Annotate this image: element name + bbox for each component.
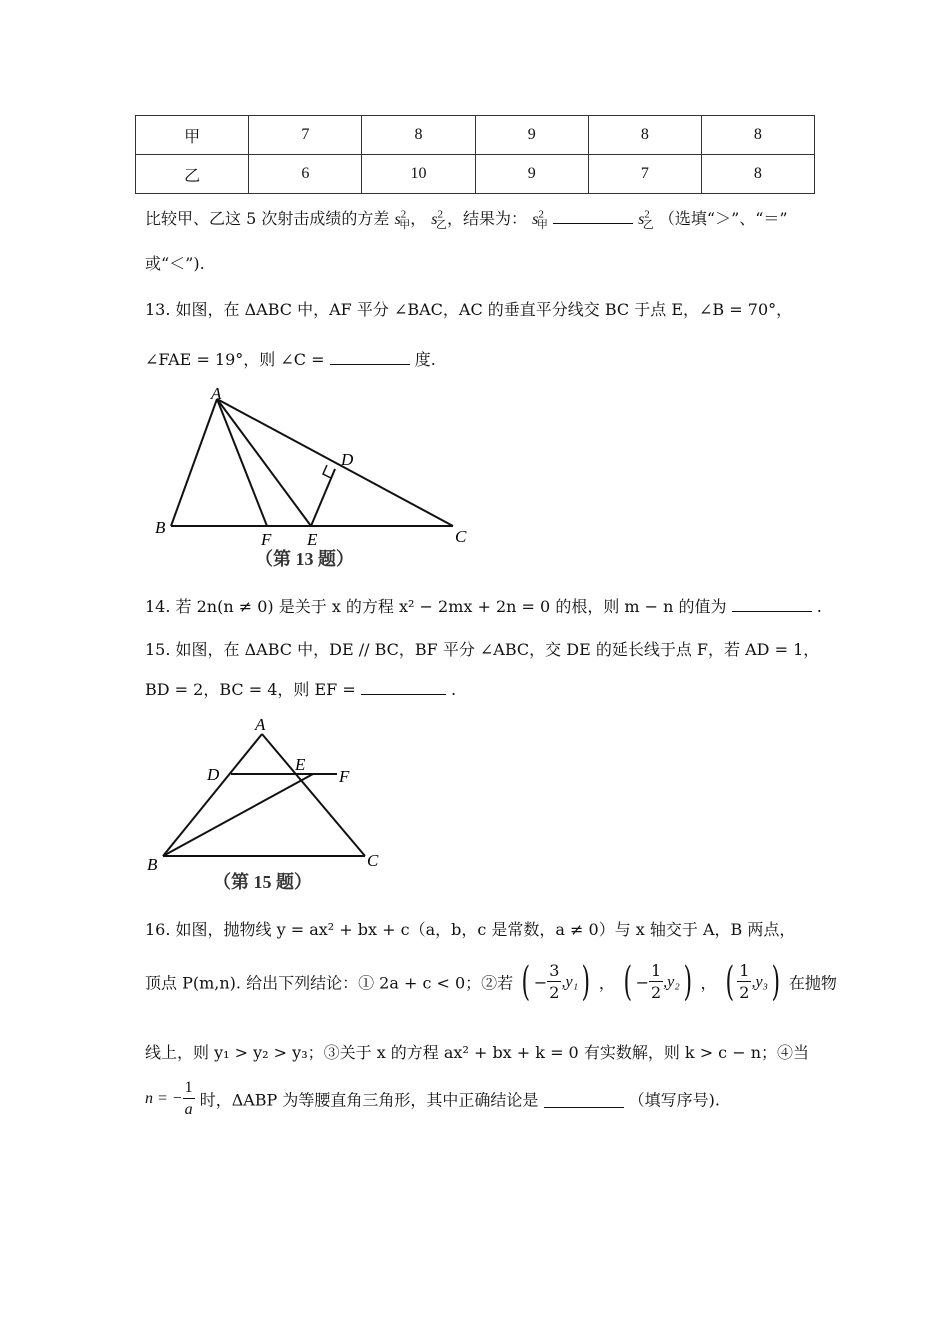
- label-B: B: [147, 855, 158, 874]
- answer-blank[interactable]: [544, 1091, 624, 1108]
- answer-blank[interactable]: [361, 678, 446, 695]
- label-D: D: [341, 450, 354, 469]
- q13-line1: 13. 如图，在 ΔABC 中，AF 平分 ∠BAC，AC 的垂直平分线交 BC 于点 E，∠B = 70°，: [145, 300, 793, 319]
- table-cell: 7: [249, 116, 362, 155]
- label-A: A: [255, 715, 266, 734]
- figure-caption: （第 15 题）: [213, 872, 312, 892]
- q16-line1: 16. 如图，抛物线 y = ax² + bx + c（a，b，c 是常数，a ≠ 0）与 x 轴交于 A，B 两点，: [145, 920, 796, 939]
- q14-line: 14. 若 2n(n ≠ 0) 是关于 x 的方程 x² − 2mx + 2n = 0 的根，则 m − n 的值为 .: [145, 597, 822, 616]
- figure-13: [145, 385, 485, 575]
- table-cell: 9: [475, 116, 588, 155]
- label-D: D: [207, 765, 220, 784]
- table-cell: 8: [362, 116, 475, 155]
- label-C: C: [455, 527, 467, 546]
- label-C: C: [367, 851, 379, 870]
- label-B: B: [155, 518, 166, 537]
- point-3: ( $\frac{1}{2}$ ,y₃): [725, 959, 781, 1005]
- score-table: [135, 115, 815, 194]
- label-E: E: [295, 755, 306, 774]
- q16-line3: 线上，则 y₁ > y₂ > y₃；③关于 x 的方程 ax² + bx + k = 0 有实数解，则 k > c − n；④当: [145, 1043, 810, 1062]
- q16-line4: n = − $\frac{1}{a}$ 时，ΔABP 为等腰直角三角形，其中正确结论是 （填写序号).: [145, 1079, 720, 1118]
- table-cell: 乙: [136, 155, 249, 194]
- label-F: F: [339, 767, 350, 786]
- figure-15: [145, 712, 405, 897]
- table-cell: 9: [475, 155, 588, 194]
- table-row: [136, 155, 815, 194]
- q12-line2: 或“＜”).: [145, 254, 205, 273]
- label-F: F: [261, 530, 272, 549]
- table-cell: 10: [362, 155, 475, 194]
- q15-line2: BD = 2，BC = 4，则 EF = .: [145, 680, 457, 699]
- answer-blank[interactable]: [330, 348, 410, 365]
- q13-line2: ∠FAE = 19°，则 ∠C = 度.: [145, 350, 436, 369]
- table-cell: 8: [701, 116, 814, 155]
- label-A: A: [211, 385, 222, 403]
- q16-line2: 顶点 P(m,n). 给出下列结论：① 2a + c < 0；②若 ( − $\frac{3}{2}$ ,y₁) ， ( − $\frac{1}{2}$ ,y₂) ， ( $\frac{1}{2}$ ,y₃) 在抛物: [145, 959, 837, 1005]
- q15-line1: 15. 如图，在 ΔABC 中，DE // BC，BF 平分 ∠ABC，交 DE 的延长线于点 F，若 AD = 1，: [145, 640, 820, 659]
- label-E: E: [307, 530, 318, 549]
- point-1: ( − $\frac{3}{2}$ ,y₁): [521, 959, 591, 1005]
- table-cell: 7: [588, 155, 701, 194]
- table-cell: 8: [701, 155, 814, 194]
- answer-blank[interactable]: [553, 207, 633, 224]
- point-2: ( − $\frac{1}{2}$ ,y₂): [623, 959, 692, 1005]
- table-cell: 8: [588, 116, 701, 155]
- table-cell: 6: [249, 155, 362, 194]
- table-cell: 甲: [136, 116, 249, 155]
- table-row: [136, 116, 815, 155]
- q12-line1: 比较甲、乙这 5 次射击成绩的方差 $s^2_甲$， $s^2_乙$，结果为： $s^2_甲$ $s^2_乙$ （选填“＞”、“＝”: [145, 208, 788, 232]
- answer-blank[interactable]: [732, 595, 812, 612]
- figure-caption: （第 13 题）: [255, 549, 354, 569]
